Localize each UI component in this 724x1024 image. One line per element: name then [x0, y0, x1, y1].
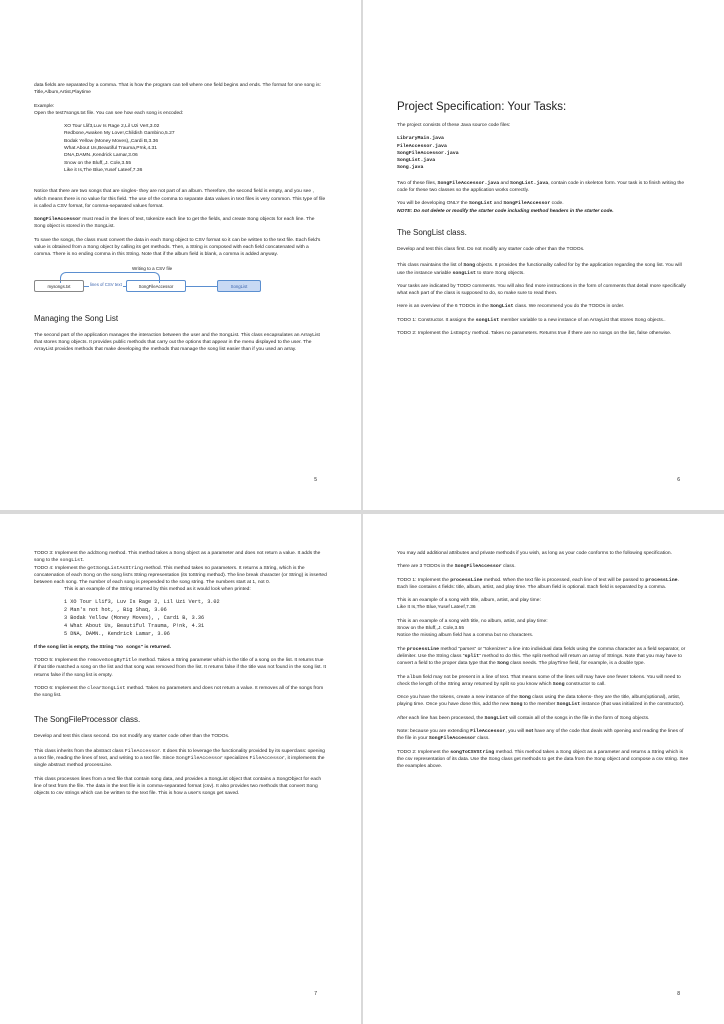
song-line: Bodak Yellow (Money Moves),,Cardi B,3.36 — [64, 138, 159, 144]
code-term: SongFileAccessor — [503, 201, 551, 207]
text: After each line has been processed, the — [397, 715, 485, 721]
page-8-body — [397, 550, 690, 777]
code-term: removeSongByTitle — [87, 658, 138, 664]
code-line: 1 XO Tour Llif3, Luv Is Rage 2, Lil Uzi Vert, 3.02 — [64, 598, 220, 605]
additional-paragraph: You may add additional attributes and private methods if you wish, as long as your code conforms to the following specification. — [397, 551, 672, 556]
empty-list-paragraph — [34, 644, 327, 651]
text: TODO 4: Implement the — [34, 565, 88, 571]
page-number: 7 — [314, 990, 317, 997]
text: This is an example of a song with title, album, artist, and play time: — [397, 598, 541, 604]
song-line: XO Tour Llif3,Luv Is Rage 2,Lil Uzi Vert,3.02 — [64, 124, 160, 130]
note-paragraph — [397, 728, 690, 743]
once-paragraph — [397, 694, 690, 709]
code-term: SongFileAccessor — [428, 736, 476, 742]
code-term: processLine — [450, 577, 483, 583]
code-term: songList — [59, 558, 84, 564]
text: specializes — [222, 756, 250, 762]
file-item: SongFileAccessor.java — [397, 150, 459, 156]
parses-paragraph: The processLine method "parses" or "tokenizes" a line into individual data fields using the comma character as a field separator, or delimiter. Use the String class "split" method to do this. The split method will return an array of Strings. Note that you may have to convert a field to the proper data type that the Song class needs. The playTime field, for example, is a double type. — [397, 646, 686, 667]
intro-paragraph: data fields are separated by a comma. That is how the program can tell where one field begins and ends. The format for one song is: Title,Album,Artist,Playtime — [34, 83, 321, 96]
song-line: Snow on the Bluff,,J. Cole,3.55 — [64, 160, 132, 166]
text: class. We recommend you do the TODOs in order. — [513, 304, 625, 310]
page-7 — [0, 514, 361, 1024]
code-term: Song — [83, 572, 95, 578]
code-term: SongList — [556, 702, 581, 708]
code-line: 2 Man's not hot, , Big Shaq, 3.06 — [64, 606, 167, 613]
text: to store Song objects. — [475, 270, 525, 276]
todo1-paragraph — [397, 577, 690, 592]
code-term: clearSongList — [87, 685, 126, 691]
text: and — [492, 201, 504, 207]
text: method. This method takes a Song object as a parameter and returns a String which is the csv representation of its data. Use the Song class get methods to get the data from the Song object and compose a csv string. See the examples above. — [397, 749, 689, 770]
text: and — [499, 180, 511, 186]
todo5-paragraph — [34, 657, 327, 679]
two-files-paragraph — [397, 180, 690, 195]
text: This is an example of a song with title, no album, artist, and play time: — [397, 618, 548, 624]
code-line: 4 What About Us, Beautiful Trauma, P!nk, 4.31 — [64, 622, 205, 629]
code-term: Song — [552, 681, 565, 687]
text: Here is an overview of the 6 TODOs in the — [397, 304, 491, 310]
text: TODO 1: Implement the — [397, 577, 451, 583]
text: There are 3 TODOs in the — [397, 564, 455, 570]
example-text: Open the test7songs.txt file. You can see how each song is encoded: — [34, 110, 184, 116]
text: on the song list's String representation (its toString method). The line break character (or String) is inserted between each song. The number of each song is prepended to the song string. The numbers start at 1, not 0. — [34, 572, 327, 586]
develop-only-paragraph — [397, 200, 690, 207]
code-term: SongFileAccessor — [454, 564, 502, 570]
code-term: SongFileAccessor.java — [437, 180, 500, 186]
song-line: Like it Is,The Blue,Yusef Lateef,7.36 — [64, 167, 143, 173]
page-6 — [363, 0, 724, 510]
code-term: songToCSVString — [450, 749, 495, 755]
code-term: processLine — [645, 577, 678, 583]
reads-text: must read in the lines of text, tokenize each line to get the fields, and create Song objects for each line. The Song object is stored in the SongList. — [34, 217, 315, 230]
text: " method to do this. The split method will return an array of Strings. Note that you may have to convert a field to the proper data type that the — [397, 653, 683, 667]
page-number: 5 — [314, 476, 317, 483]
page-5 — [0, 0, 361, 510]
text: class. — [475, 736, 490, 742]
text: member variable to a new instance of an ArrayList that stores Song objects.. — [499, 317, 666, 323]
code-term: FileAccessor — [124, 748, 160, 754]
text: method "parses" or "tokenizes" a line into individual data fields using the comma character as a field separator, or delimiter. Use the String class " — [397, 646, 686, 659]
code-term: songList — [475, 317, 500, 323]
todo6-paragraph — [34, 685, 327, 700]
todo1-paragraph — [397, 317, 690, 324]
code-term: SongList — [468, 201, 493, 207]
develop-paragraph: Develop and test this class first. Do not modify any starter code other than the TODOs. — [397, 246, 585, 252]
example-line: Snow on the Bluff,,J. Cole,3.55 — [397, 626, 465, 632]
text: Note: because you are extending — [397, 729, 471, 735]
text: The — [397, 674, 407, 680]
processes-paragraph: This class processes lines from a text file that contain song data, and provides a SongList object that contains a SongObject for each line of text from the file. The data in the text file is in comma-separated format (csv). It also provides two methods that convert Song objects to csv strings which can be written to the text file. This is how a user's songs get saved. — [34, 776, 322, 797]
text: class needs. The playTime field, for example, is a double type. — [508, 661, 646, 667]
text: method. Takes a String parameter which is the title of a song on the list. It returns true if that title matched a song on the list and that song was removed from the list. It returns false if the title was not found in the song list. It returns false if the song list is empty. — [34, 658, 326, 678]
code-term: SongList.java — [510, 180, 549, 186]
text: TODO 3: Implement the — [34, 551, 88, 556]
text: method. Takes no parameters. Returns true if there are no songs on the list, false otherwise. — [470, 331, 672, 337]
text: objects. It provides the functionality called for by the application regarding the song list. You will use the instance variable — [397, 263, 682, 276]
text: Notice the missing album field has a comma but no characters. — [397, 633, 534, 639]
text: have any of the code that deals with opening and reading the lines of the file in your — [397, 729, 684, 742]
text: method. This method takes no parameters. It returns a String, which is the concatenation of each — [34, 565, 305, 578]
code-term: Song — [173, 551, 186, 556]
text: code. — [550, 201, 564, 207]
maintains-paragraph — [397, 262, 690, 277]
file-list — [397, 135, 690, 171]
song-line: Redbone,Awaken My Love!,Childish Gambino,5.27 — [64, 131, 175, 137]
note-paragraph: NOTE: Do not delete or modify the starter code including method headers in the starter code. — [397, 208, 614, 214]
code-term: addSong — [87, 551, 108, 556]
code-term: album — [406, 674, 422, 680]
text: TODO 1: Constructor. It assigns the — [397, 317, 476, 323]
code-term: Song — [463, 263, 476, 269]
csv-diagram — [34, 265, 327, 305]
page-6-body — [397, 100, 690, 343]
code-term: isEmpty — [450, 331, 471, 337]
code-term: processLine — [406, 646, 440, 652]
consists-paragraph: The project consists of these Java source code files: — [397, 123, 511, 128]
code-term: Song — [519, 695, 531, 701]
text: instance (that was initialized in the constructor). — [580, 702, 685, 708]
second-part-paragraph: The second part of the application manages the interaction between the user and the SongList. This class encapsulates an ArrayList that stores Song objects. It provides public methods that carry out the options that appear in the menu displayed to the user. The ArrayList provides methods that make developing the methods that manage the song list easier than if you used an array. — [34, 332, 320, 353]
code-term: SongList — [490, 304, 514, 310]
three-todos-paragraph — [397, 563, 690, 570]
example1 — [397, 597, 690, 612]
code-line: 3 Bodak Yellow (Money Moves), , Cardi B, 3.36 — [64, 614, 205, 621]
text: . Each line contains 4 fields: title, album, artist, and play time. The album field is optional. Each field is separated by a comma. — [397, 577, 679, 590]
text: class using the data tokens- they are the title, album(optional), artist, playing time. Once you have done this, add the new — [397, 695, 681, 708]
song-lines — [64, 123, 327, 174]
text: Once you have the tokens, create a new instance of the — [397, 695, 520, 701]
songlist-title: The SongList class. — [397, 227, 467, 237]
code-term: getSongListAsString — [87, 565, 143, 571]
page-7-body — [34, 550, 327, 804]
text: , contain code in skeleton form. Your task is to finish writing the code for these two classes so the application works correctly. — [397, 180, 685, 194]
text: to the member — [522, 702, 557, 708]
album-paragraph — [397, 674, 690, 689]
diagram-accessor-box: SongFileAccessor — [126, 280, 186, 292]
code-term: Song — [510, 702, 523, 708]
todo2-paragraph — [397, 749, 690, 771]
text: , you will — [505, 729, 526, 735]
diagram-file-box: mysongs.txt — [34, 280, 84, 292]
text: TODO 6: Implement the — [34, 685, 88, 691]
text: field may not be present in a line of text. That means some of the lines will may have one fewer tokens. You will need to check the length of the String array returned by split so you know which — [397, 674, 681, 687]
code-term: SongList — [484, 715, 509, 721]
page-8 — [363, 514, 724, 1024]
page-5-body — [34, 82, 327, 360]
reads-paragraph — [34, 216, 327, 231]
tasks-paragraph: Your tasks are indicated by TODO comments. You will also find more instructions in the form of comments that detail more specifically what each part of the class is supposed to do, so make sure to read them. — [397, 283, 686, 297]
file-item: FileAccessor.java — [397, 143, 447, 149]
text: TODO 2: Implement the — [397, 331, 451, 337]
text: You will be developing ONLY the — [397, 201, 469, 207]
page-number: 6 — [677, 476, 680, 483]
develop-paragraph: Develop and test this class second. Do not modify any starter code other than the TODOs. — [34, 733, 230, 739]
todo4-paragraph — [34, 565, 327, 587]
code-term: SongFileAccessor — [34, 217, 81, 223]
file-item: SongList.java — [397, 158, 436, 164]
code-term: SongFileAccessor — [175, 756, 223, 762]
page-number: 8 — [677, 990, 680, 997]
todo2-paragraph — [397, 330, 690, 337]
text: TODO 5: Implement the — [34, 658, 88, 664]
diagram-list-box: SongList — [217, 280, 261, 292]
code-term: FileAccessor — [249, 756, 285, 762]
section-title: Managing the Song List — [34, 313, 119, 323]
text: This class inherits from the abstract class — [34, 748, 125, 754]
code-term: split — [464, 653, 480, 659]
song-line: DNA,DAMN.,Kendrick Lamar,3.06 — [64, 153, 138, 159]
code-line: 5 DNA, DAMN., Kendrick Lamar, 3.06 — [64, 630, 170, 637]
text: , it implements the single abstract method processLine. — [34, 756, 325, 769]
text: . — [83, 558, 85, 564]
text: This class maintains the list of — [397, 263, 464, 269]
text: method. This method takes a — [107, 551, 174, 556]
inherits-paragraph — [34, 748, 327, 770]
page-title: Project Specification: Your Tasks: — [397, 101, 567, 113]
text: method. When the text file is processed, each line of text will be passed to — [482, 577, 646, 583]
text: will contain all of the songs in the file in the form of Song objects. — [508, 715, 650, 721]
text: If the song list is empty, the String " — [34, 644, 118, 650]
diagram-title: Writing to a CSV file — [132, 265, 173, 271]
example-intro: This is an example of the String returned by this method as it would look when printed: — [64, 587, 251, 593]
save-paragraph: To save the songs, the class must convert the data in each Song object to CSV format so it can be written to the text file. Each field's value is obtained from a Song object by calling its get methods. Then, a String is composed with each field concatenated with a comma. There is no ending comma in this String. Note that if the album field is blank, a comma is added anyway. — [34, 237, 321, 258]
after-paragraph — [397, 715, 690, 722]
text: object as a parameter and does not return a value. It adds the song to the — [34, 551, 321, 564]
code-term: FileAccessor — [470, 729, 506, 735]
notice-paragraph: Notice that there are two songs that are singles- they are not part of an album. Therefore, the second field is empty, and you see , which means there is no value for this field. The use of the comma to separate data values in text files is very common. This type of file is called a CSV format, for comma-separated values format. — [34, 189, 326, 209]
processor-title: The SongFileProcessor class. — [34, 714, 141, 724]
diagram-edge — [186, 286, 217, 287]
text: class. — [501, 564, 516, 570]
text: constructor to call. — [564, 681, 606, 687]
diagram-edge-label: lines of CSV text — [90, 281, 122, 287]
todo3-paragraph — [34, 550, 327, 565]
text: " is returned. — [140, 644, 171, 650]
text: Two of these files, — [397, 180, 438, 186]
code-term: songList — [452, 270, 476, 276]
example-label: Example: — [34, 103, 55, 109]
overview-paragraph — [397, 303, 690, 310]
text: . It does this to leverage the functionality provided by its superclass: opening a text file, reading the lines of text, and writing to a text file. Since — [34, 748, 326, 762]
song-line: What About Us,Beautiful Trauma,P!nk,4.31 — [64, 146, 157, 152]
text: method. Takes no parameters and does not return a value. It removes all of the songs from the song list. — [34, 685, 324, 699]
emphasis: not — [525, 729, 534, 735]
code-example — [64, 598, 327, 638]
file-item: LibraryMain.java — [397, 136, 444, 142]
code-term: Song — [497, 661, 509, 667]
code-term: no songs — [117, 644, 141, 650]
text: TODO 2: Implement the — [397, 749, 451, 755]
file-item: Song.java — [397, 165, 424, 171]
example2 — [397, 618, 690, 640]
example-line: Like It Is,The Blue,Yusef Lateef,7.36 — [397, 605, 476, 611]
